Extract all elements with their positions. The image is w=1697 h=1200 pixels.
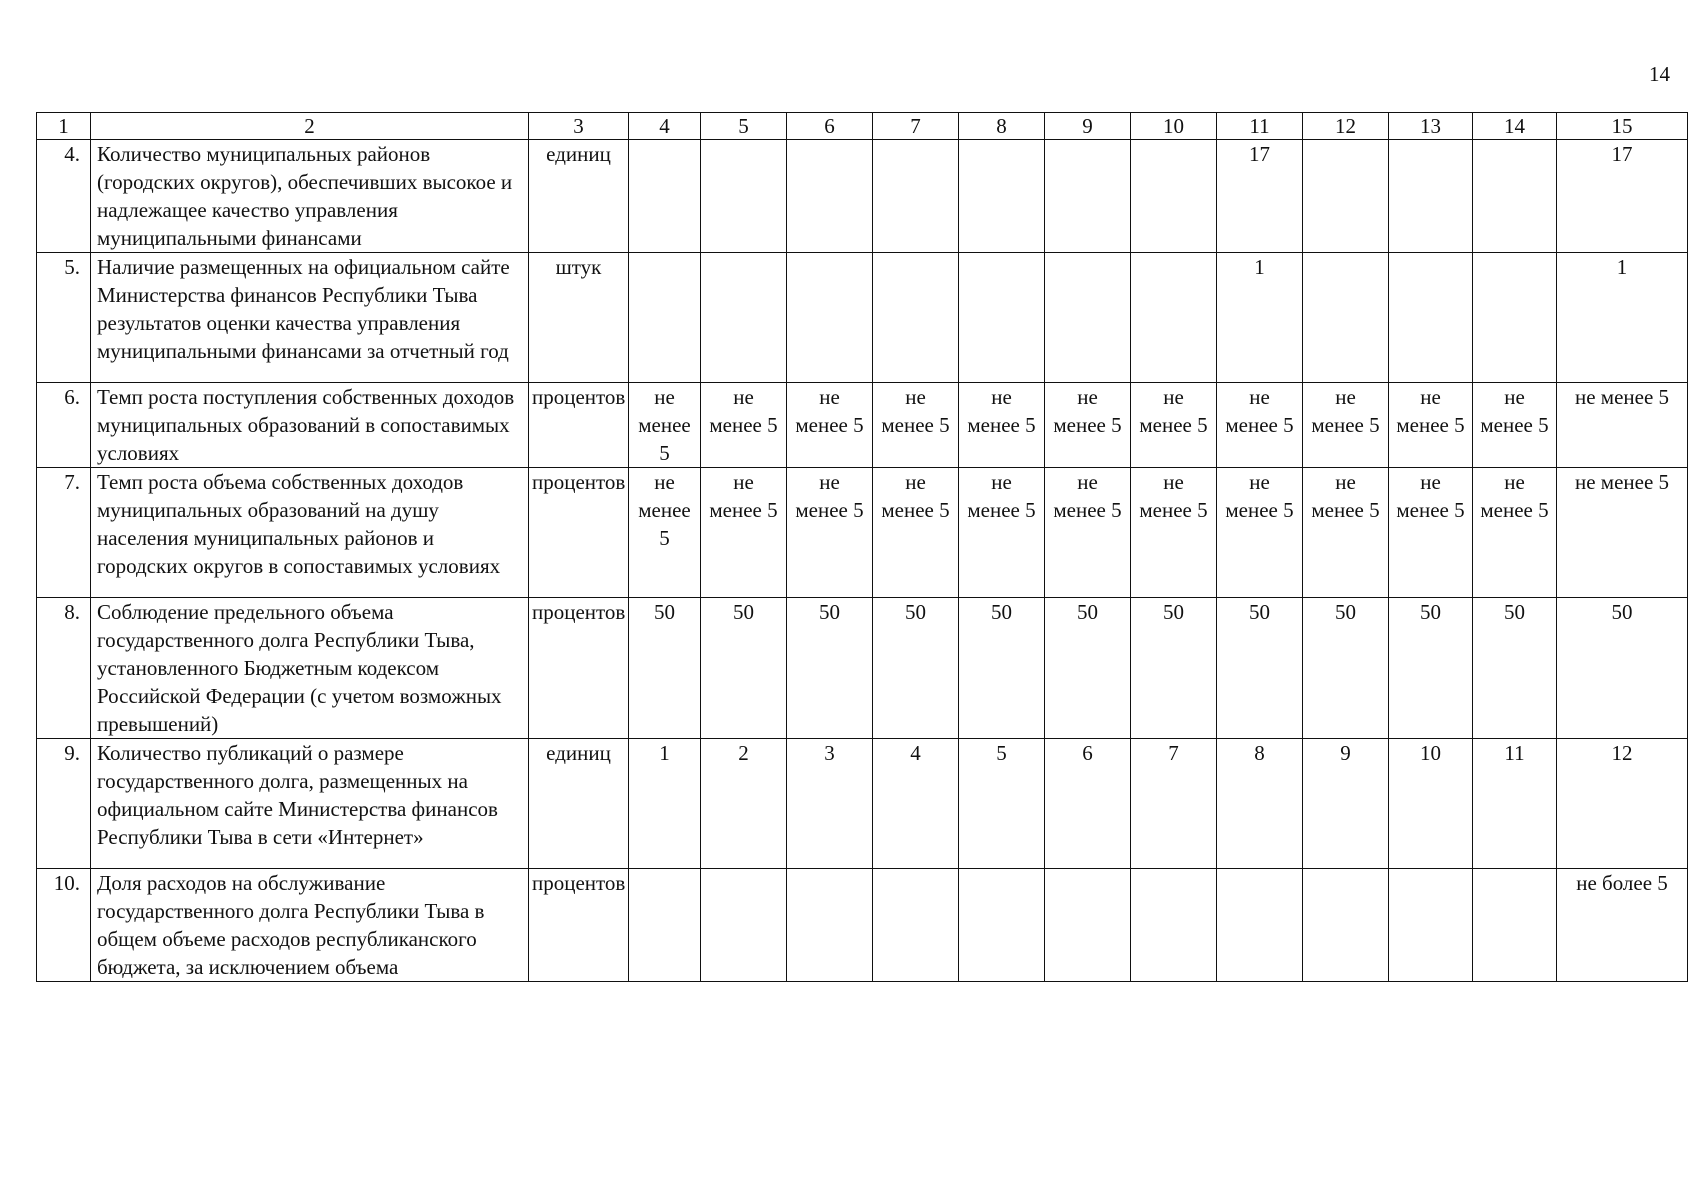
value-cell bbox=[873, 253, 959, 383]
header-cell: 6 bbox=[787, 113, 873, 140]
value-cell: 6 bbox=[1045, 739, 1131, 869]
value-cell: не менее 5 bbox=[701, 383, 787, 468]
value-cell: не менее 5 bbox=[1303, 468, 1389, 598]
value-cell bbox=[1303, 869, 1389, 982]
value-cell bbox=[1473, 140, 1557, 253]
table-row bbox=[37, 383, 1688, 468]
table-row bbox=[37, 598, 1688, 739]
value-cell bbox=[959, 869, 1045, 982]
value-cell bbox=[629, 140, 701, 253]
value-cell bbox=[959, 140, 1045, 253]
value-cell: не менее 5 bbox=[873, 383, 959, 468]
value-cell: 50 bbox=[959, 598, 1045, 739]
value-cell: не менее 5 bbox=[629, 383, 701, 468]
value-cell: 12 bbox=[1557, 739, 1688, 869]
value-cell bbox=[1389, 869, 1473, 982]
row-number-cell: 6. bbox=[37, 383, 91, 468]
row-number-cell: 5. bbox=[37, 253, 91, 383]
value-cell: не менее 5 bbox=[1473, 468, 1557, 598]
header-cell: 7 bbox=[873, 113, 959, 140]
value-cell bbox=[959, 253, 1045, 383]
table-row bbox=[37, 253, 1688, 383]
unit-cell: процентов bbox=[529, 869, 629, 982]
indicators-table bbox=[36, 112, 1688, 982]
header-cell: 2 bbox=[91, 113, 529, 140]
value-cell: 50 bbox=[787, 598, 873, 739]
value-cell bbox=[1045, 253, 1131, 383]
unit-cell: единиц bbox=[529, 739, 629, 869]
table-row bbox=[37, 739, 1688, 869]
value-cell: не менее 5 bbox=[1303, 383, 1389, 468]
header-cell: 15 bbox=[1557, 113, 1688, 140]
row-number-cell: 7. bbox=[37, 468, 91, 598]
unit-cell: процентов bbox=[529, 598, 629, 739]
header-cell: 10 bbox=[1131, 113, 1217, 140]
value-cell bbox=[873, 869, 959, 982]
value-cell bbox=[701, 140, 787, 253]
value-cell: не менее 5 bbox=[1045, 468, 1131, 598]
value-cell bbox=[873, 140, 959, 253]
row-number-cell: 4. bbox=[37, 140, 91, 253]
indicator-name-cell: Наличие размещенных на официальном сайте Министерства финансов Республики Тыва результатов оценки качества управления муниципальными финансами за отчетный год bbox=[91, 253, 529, 383]
value-cell: 11 bbox=[1473, 739, 1557, 869]
value-cell: 1 bbox=[1217, 253, 1303, 383]
value-cell: не менее 5 bbox=[1045, 383, 1131, 468]
value-cell: 9 bbox=[1303, 739, 1389, 869]
value-cell: 2 bbox=[701, 739, 787, 869]
table-body bbox=[37, 113, 1688, 982]
value-cell: 8 bbox=[1217, 739, 1303, 869]
header-cell: 14 bbox=[1473, 113, 1557, 140]
value-cell: не менее 5 bbox=[873, 468, 959, 598]
value-cell: не менее 5 bbox=[1131, 383, 1217, 468]
value-cell: 1 bbox=[1557, 253, 1688, 383]
value-cell bbox=[1131, 253, 1217, 383]
value-cell bbox=[701, 869, 787, 982]
row-number-cell: 10. bbox=[37, 869, 91, 982]
indicator-name-cell: Количество муниципальных районов (городских округов), обеспечивших высокое и надлежащее качество управления муниципальными финансами bbox=[91, 140, 529, 253]
value-cell: 50 bbox=[1389, 598, 1473, 739]
value-cell: 1 bbox=[629, 739, 701, 869]
value-cell: 50 bbox=[701, 598, 787, 739]
value-cell: не менее 5 bbox=[787, 468, 873, 598]
indicator-name-cell: Количество публикаций о размере государственного долга, размещенных на официальном сайте Министерства финансов Республики Тыва в сети «Интернет» bbox=[91, 739, 529, 869]
value-cell: 5 bbox=[959, 739, 1045, 869]
value-cell bbox=[1303, 140, 1389, 253]
value-cell bbox=[1045, 140, 1131, 253]
value-cell: 50 bbox=[1557, 598, 1688, 739]
header-cell: 9 bbox=[1045, 113, 1131, 140]
indicator-name-cell: Темп роста поступления собственных доходов муниципальных образований в сопоставимых условиях bbox=[91, 383, 529, 468]
value-cell: 50 bbox=[1473, 598, 1557, 739]
value-cell: 7 bbox=[1131, 739, 1217, 869]
value-cell bbox=[1303, 253, 1389, 383]
value-cell: не менее 5 bbox=[701, 468, 787, 598]
value-cell bbox=[1217, 869, 1303, 982]
header-cell: 4 bbox=[629, 113, 701, 140]
unit-cell: процентов bbox=[529, 468, 629, 598]
value-cell: 3 bbox=[787, 739, 873, 869]
header-cell: 8 bbox=[959, 113, 1045, 140]
value-cell: 50 bbox=[873, 598, 959, 739]
value-cell bbox=[1131, 140, 1217, 253]
value-cell: 50 bbox=[629, 598, 701, 739]
value-cell: не менее 5 bbox=[1217, 468, 1303, 598]
value-cell: 10 bbox=[1389, 739, 1473, 869]
table-row bbox=[37, 140, 1688, 253]
indicator-name-cell: Доля расходов на обслуживание государственного долга Республики Тыва в общем объеме расходов республиканского бюджета, за исключением объема bbox=[91, 869, 529, 982]
value-cell bbox=[787, 253, 873, 383]
value-cell: не менее 5 bbox=[1557, 468, 1688, 598]
value-cell: не менее 5 bbox=[959, 383, 1045, 468]
unit-cell: единиц bbox=[529, 140, 629, 253]
unit-cell: штук bbox=[529, 253, 629, 383]
header-cell: 12 bbox=[1303, 113, 1389, 140]
value-cell: не менее 5 bbox=[1473, 383, 1557, 468]
value-cell bbox=[1131, 869, 1217, 982]
header-cell: 11 bbox=[1217, 113, 1303, 140]
value-cell: не менее 5 bbox=[787, 383, 873, 468]
row-number-cell: 8. bbox=[37, 598, 91, 739]
unit-cell: процентов bbox=[529, 383, 629, 468]
value-cell: не менее 5 bbox=[1217, 383, 1303, 468]
header-cell: 5 bbox=[701, 113, 787, 140]
header-cell: 3 bbox=[529, 113, 629, 140]
row-number-cell: 9. bbox=[37, 739, 91, 869]
value-cell: не менее 5 bbox=[1389, 468, 1473, 598]
value-cell: 50 bbox=[1303, 598, 1389, 739]
header-cell: 13 bbox=[1389, 113, 1473, 140]
value-cell: 50 bbox=[1217, 598, 1303, 739]
value-cell bbox=[1045, 869, 1131, 982]
value-cell bbox=[1473, 869, 1557, 982]
header-cell: 1 bbox=[37, 113, 91, 140]
indicator-name-cell: Темп роста объема собственных доходов муниципальных образований на душу населения муниципальных районов и городских округов в сопоставимых условиях bbox=[91, 468, 529, 598]
value-cell bbox=[1389, 140, 1473, 253]
value-cell bbox=[629, 869, 701, 982]
value-cell bbox=[701, 253, 787, 383]
indicator-name-cell: Соблюдение предельного объема государственного долга Республики Тыва, установленного Бюджетным кодексом Российской Федерации (с учетом возможных превышений) bbox=[91, 598, 529, 739]
value-cell bbox=[1389, 253, 1473, 383]
value-cell: 50 bbox=[1045, 598, 1131, 739]
table-header-row bbox=[37, 113, 1688, 140]
value-cell: не более 5 bbox=[1557, 869, 1688, 982]
value-cell: не менее 5 bbox=[959, 468, 1045, 598]
value-cell: 17 bbox=[1557, 140, 1688, 253]
value-cell: не менее 5 bbox=[629, 468, 701, 598]
value-cell: 4 bbox=[873, 739, 959, 869]
value-cell bbox=[629, 253, 701, 383]
value-cell bbox=[1473, 253, 1557, 383]
value-cell: не менее 5 bbox=[1131, 468, 1217, 598]
value-cell bbox=[787, 140, 873, 253]
value-cell: не менее 5 bbox=[1389, 383, 1473, 468]
value-cell: не менее 5 bbox=[1557, 383, 1688, 468]
table-row bbox=[37, 468, 1688, 598]
table-row bbox=[37, 869, 1688, 982]
value-cell: 17 bbox=[1217, 140, 1303, 253]
value-cell bbox=[787, 869, 873, 982]
page-number: 14 bbox=[1649, 62, 1670, 86]
value-cell: 50 bbox=[1131, 598, 1217, 739]
